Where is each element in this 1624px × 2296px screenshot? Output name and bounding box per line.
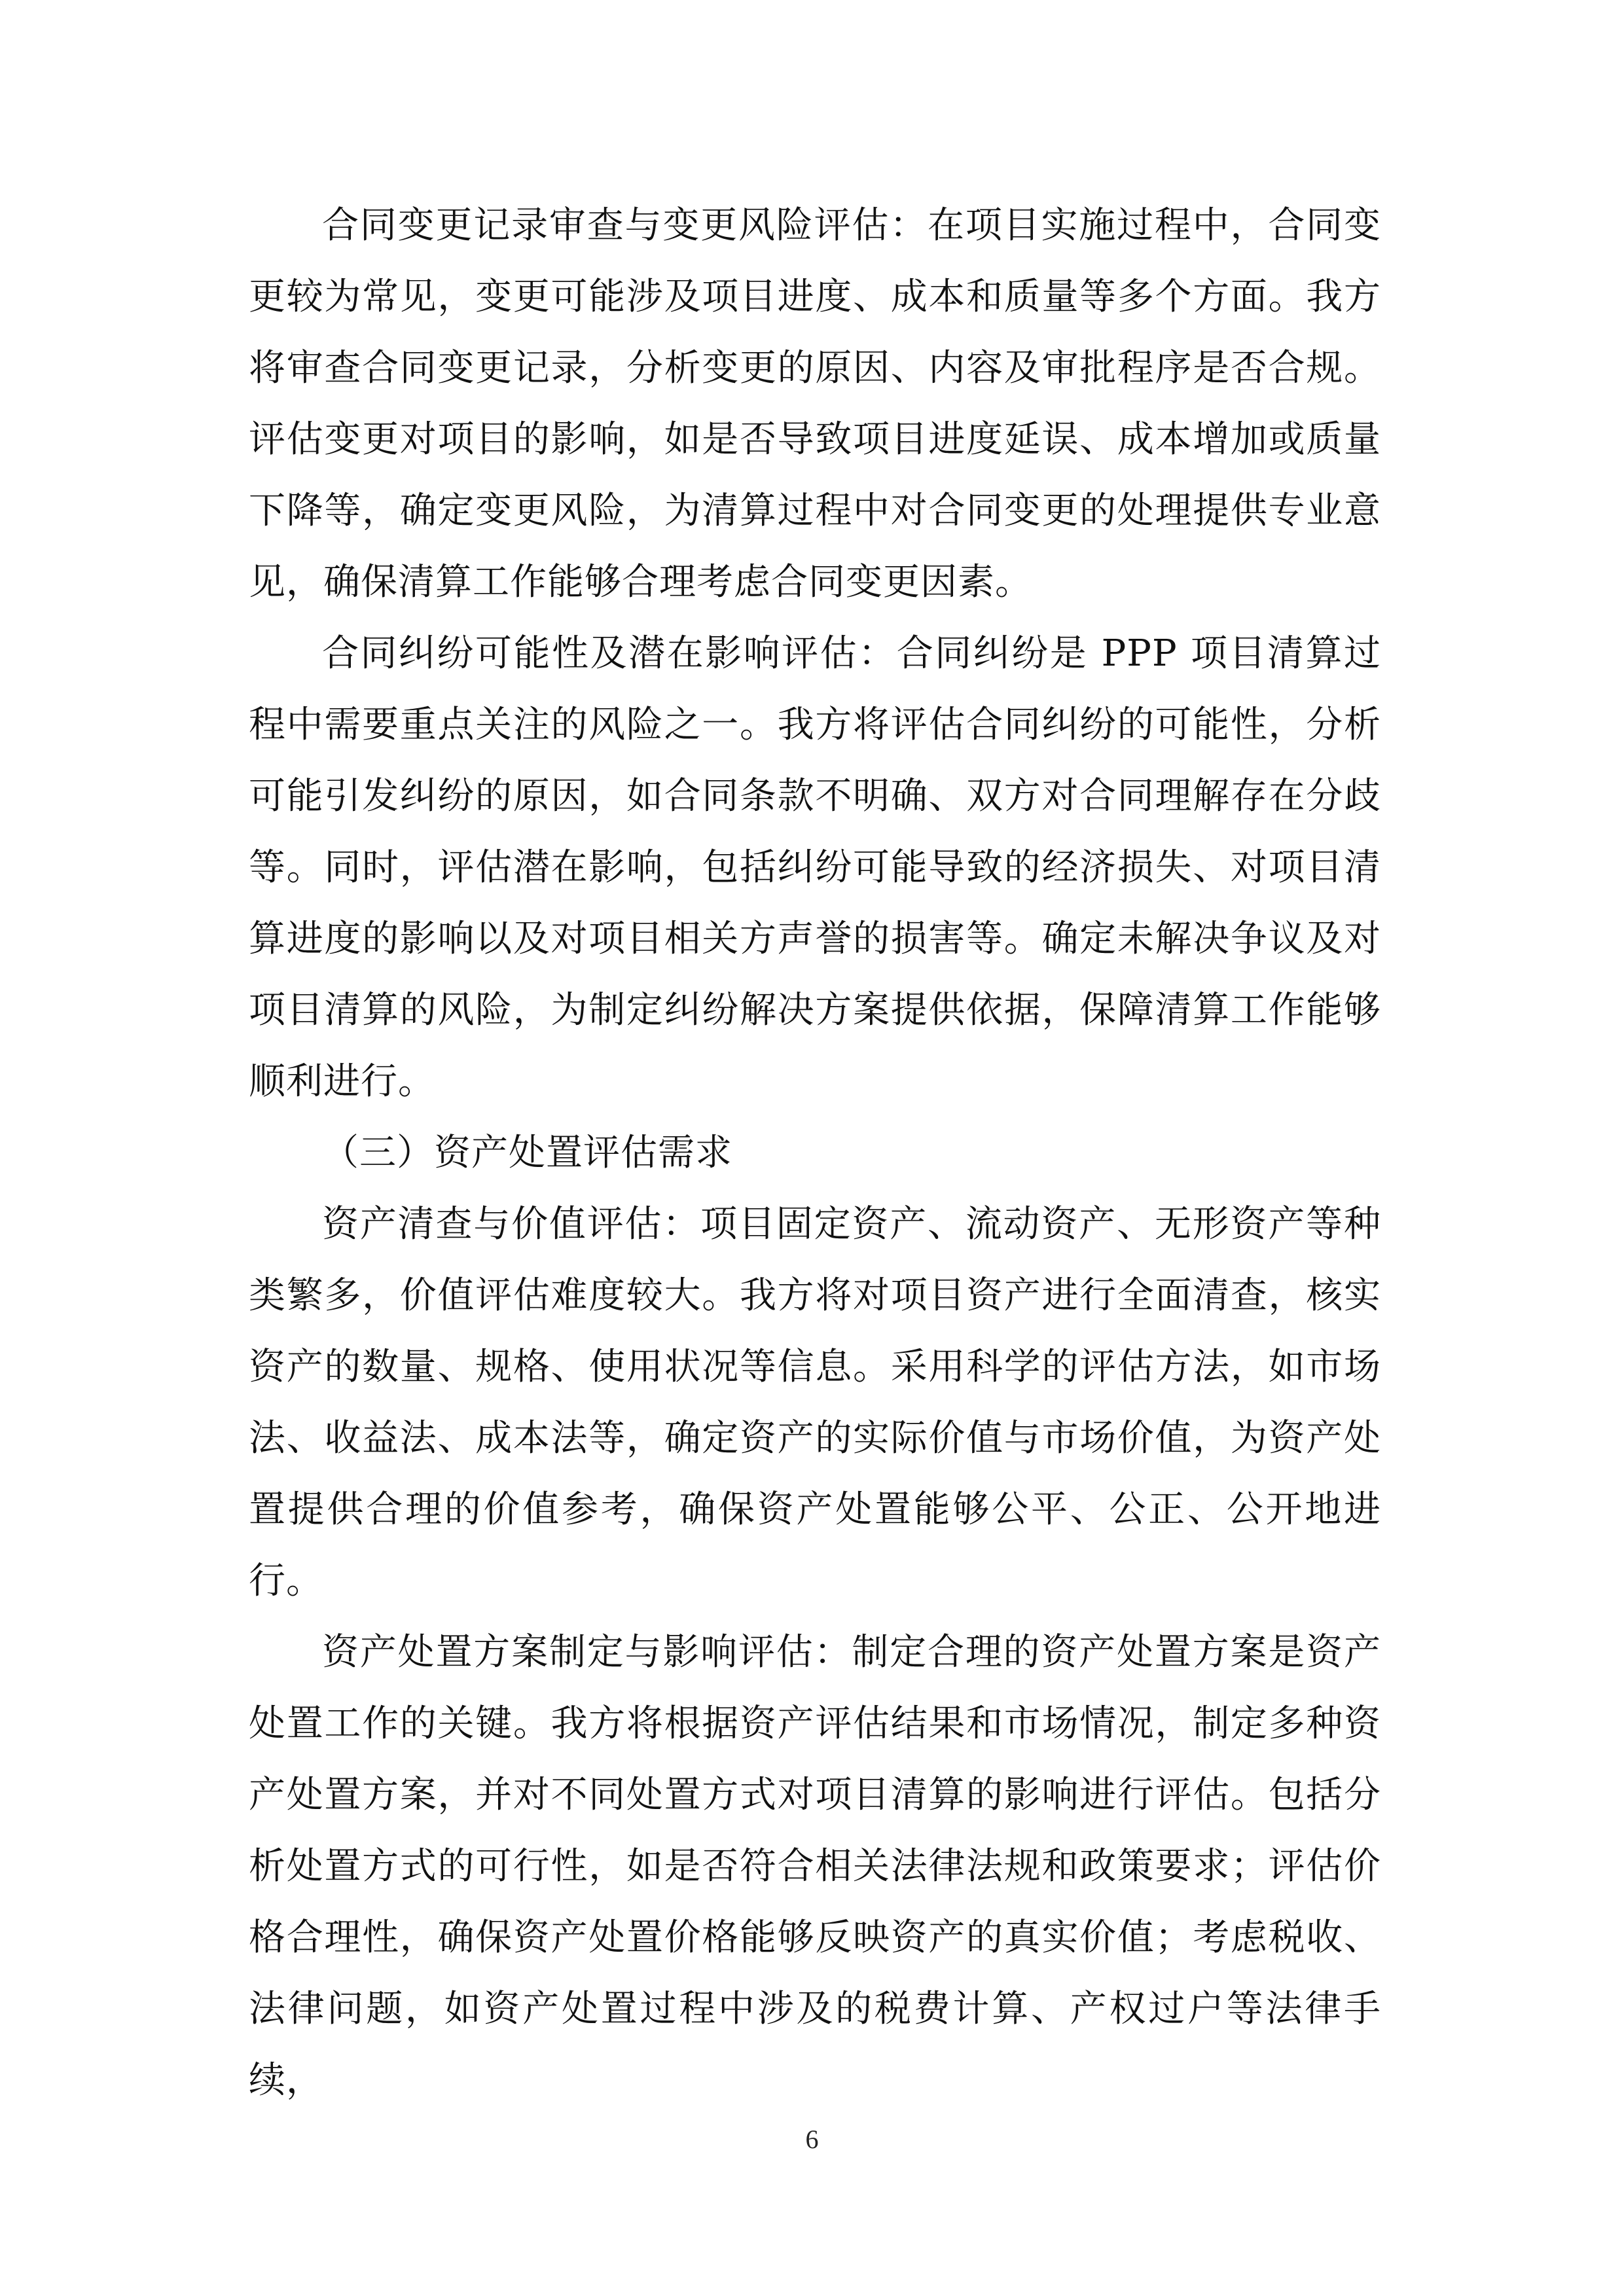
paragraph-contract-dispute: 合同纠纷可能性及潜在影响评估：合同纠纷是 PPP 项目清算过程中需要重点关注的风险之一。我方将评估合同纠纷的可能性，分析可能引发纠纷的原因，如合同条款不明确、双方对合同理解存在分歧等。同时，评估潜在影响，包括纠纷可能导致的经济损失、对项目清算进度的影响以及对项目相关方声誉的损害等。确定未解决争议及对项目清算的风险，为制定纠纷解决方案提供依据，保障清算工作能够顺利进行。 bbox=[249, 632, 1381, 1103]
paragraph-asset-inventory: 资产清查与价值评估：项目固定资产、流动资产、无形资产等种类繁多，价值评估难度较大。我方将对项目资产进行全面清查，核实资产的数量、规格、使用状况等信息。采用科学的评估方法，如市场法、收益法、成本法等，确定资产的实际价值与市场价值，为资产处置提供合理的价值参考，确保资产处置能够公平、公正、公开地进行。 bbox=[249, 1203, 1381, 1602]
page-number: 6 bbox=[805, 2125, 819, 2154]
section-heading: （三）资产处置评估需求 bbox=[322, 1132, 732, 1174]
paragraph-contract-change: 合同变更记录审查与变更风险评估：在项目实施过程中，合同变更较为常见，变更可能涉及项目进度、成本和质量等多个方面。我方将审查合同变更记录，分析变更的原因、内容及审批程序是否合规。评估变更对项目的影响，如是否导致项目进度延误、成本增加或质量下降等，确定变更风险，为清算过程中对合同变更的处理提供专业意见，确保清算工作能够合理考虑合同变更因素。 bbox=[249, 204, 1381, 603]
paragraph-asset-disposal: 资产处置方案制定与影响评估：制定合理的资产处置方案是资产处置工作的关键。我方将根据资产评估结果和市场情况，制定多种资产处置方案，并对不同处置方式对项目清算的影响进行评估。包括分析处置方式的可行性，如是否符合相关法律法规和政策要求；评估价格合理性，确保资产处置价格能够反映资产的真实价值；考虑税收、法律问题，如资产处置过程中涉及的税费计算、产权过户等法律手续， bbox=[249, 1631, 1381, 2102]
document-body bbox=[249, 190, 1381, 2116]
